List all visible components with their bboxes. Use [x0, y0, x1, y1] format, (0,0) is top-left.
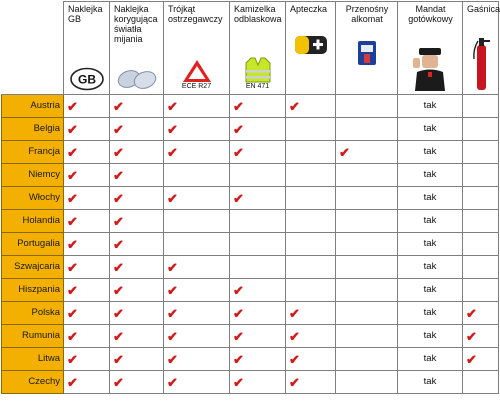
- requirement-cell: [64, 325, 110, 348]
- cash-fine-cell: tak: [398, 118, 463, 141]
- requirement-cell: [230, 371, 286, 394]
- header-warning-triangle: [164, 2, 230, 95]
- fire-extinguisher-icon: [471, 35, 491, 91]
- requirement-cell: [286, 256, 336, 279]
- cash-fine-cell: tak: [398, 141, 463, 164]
- requirement-cell: [463, 233, 499, 256]
- checkmark-icon: ✔: [67, 121, 78, 137]
- requirement-cell: [286, 210, 336, 233]
- requirement-cell: [286, 371, 336, 394]
- reflective-vest-icon: [243, 57, 273, 83]
- requirement-cell: [286, 95, 336, 118]
- requirement-cell: [164, 95, 230, 118]
- checkmark-icon: ✔: [233, 328, 244, 344]
- checkmark-icon: ✔: [167, 374, 178, 390]
- cash-fine-cell: tak: [398, 279, 463, 302]
- requirement-cell: [110, 371, 164, 394]
- requirement-cell: [230, 233, 286, 256]
- requirement-cell: [64, 141, 110, 164]
- requirement-cell: [463, 371, 499, 394]
- gb-sticker-icon: [69, 67, 105, 91]
- requirement-cell: [164, 141, 230, 164]
- header-label: Naklejka GB: [68, 4, 103, 24]
- requirement-cell: [110, 141, 164, 164]
- checkmark-icon: ✔: [233, 121, 244, 137]
- checkmark-icon: ✔: [67, 328, 78, 344]
- checkmark-icon: ✔: [113, 351, 124, 367]
- header-label: Kamizelka odblaskowa: [234, 4, 282, 24]
- header-cash-fine: [398, 2, 463, 95]
- country-cell: Litwa: [2, 348, 64, 371]
- country-cell: Francja: [2, 141, 64, 164]
- requirement-cell: [230, 164, 286, 187]
- requirement-cell: [164, 164, 230, 187]
- country-cell: Hiszpania: [2, 279, 64, 302]
- requirement-cell: [230, 256, 286, 279]
- checkmark-icon: ✔: [289, 374, 300, 390]
- checkmark-icon: ✔: [113, 282, 124, 298]
- cash-fine-cell: tak: [398, 233, 463, 256]
- requirement-cell: [286, 279, 336, 302]
- checkmark-icon: ✔: [67, 167, 78, 183]
- requirement-cell: [64, 118, 110, 141]
- cash-fine-cell: tak: [398, 256, 463, 279]
- requirement-cell: [64, 279, 110, 302]
- checkmark-icon: ✔: [67, 98, 78, 114]
- checkmark-icon: ✔: [67, 190, 78, 206]
- requirement-cell: [164, 210, 230, 233]
- header-gb-sticker: [64, 2, 110, 95]
- requirement-cell: [286, 141, 336, 164]
- requirement-cell: [463, 279, 499, 302]
- checkmark-icon: ✔: [113, 328, 124, 344]
- requirement-cell: [336, 256, 398, 279]
- table-row: [2, 256, 499, 279]
- checkmark-icon: ✔: [67, 144, 78, 160]
- cash-fine-cell: tak: [398, 325, 463, 348]
- requirement-cell: [463, 95, 499, 118]
- table-row: [2, 302, 499, 325]
- table-row: [2, 348, 499, 371]
- checkmark-icon: ✔: [466, 351, 477, 367]
- vest-standard: EN 471: [245, 83, 270, 90]
- requirement-cell: [463, 325, 499, 348]
- checkmark-icon: ✔: [466, 328, 477, 344]
- police-officer-icon: [413, 47, 447, 91]
- requirement-cell: [110, 95, 164, 118]
- requirement-cell: [336, 302, 398, 325]
- requirement-cell: [64, 371, 110, 394]
- requirement-cell: [336, 164, 398, 187]
- checkmark-icon: ✔: [67, 213, 78, 229]
- requirement-cell: [110, 325, 164, 348]
- requirement-cell: [110, 348, 164, 371]
- country-cell: Austria: [2, 95, 64, 118]
- requirement-cell: [164, 256, 230, 279]
- requirement-cell: [230, 210, 286, 233]
- requirement-cell: [64, 210, 110, 233]
- cash-fine-cell: tak: [398, 164, 463, 187]
- requirement-cell: [164, 325, 230, 348]
- requirement-cell: [230, 118, 286, 141]
- checkmark-icon: ✔: [167, 282, 178, 298]
- table-row: [2, 141, 499, 164]
- checkmark-icon: ✔: [113, 236, 124, 252]
- requirement-cell: [164, 348, 230, 371]
- requirement-cell: [463, 164, 499, 187]
- requirements-table: [1, 1, 499, 394]
- cash-fine-cell: tak: [398, 187, 463, 210]
- requirement-cell: [110, 210, 164, 233]
- requirement-cell: [463, 118, 499, 141]
- requirement-cell: [286, 302, 336, 325]
- checkmark-icon: ✔: [113, 305, 124, 321]
- checkmark-icon: ✔: [167, 190, 178, 206]
- requirement-cell: [336, 279, 398, 302]
- requirement-cell: [64, 256, 110, 279]
- table-row: [2, 210, 499, 233]
- table-row: [2, 95, 499, 118]
- requirement-cell: [336, 141, 398, 164]
- requirement-cell: [110, 233, 164, 256]
- requirement-cell: [64, 187, 110, 210]
- requirement-cell: [164, 371, 230, 394]
- requirement-cell: [110, 118, 164, 141]
- country-cell: Holandia: [2, 210, 64, 233]
- requirement-cell: [286, 348, 336, 371]
- requirement-cell: [230, 348, 286, 371]
- checkmark-icon: ✔: [289, 328, 300, 344]
- checkmark-icon: ✔: [289, 351, 300, 367]
- requirement-cell: [286, 164, 336, 187]
- header-first-aid-kit: [286, 2, 336, 95]
- requirement-cell: [230, 141, 286, 164]
- cash-fine-cell: tak: [398, 302, 463, 325]
- requirement-cell: [336, 210, 398, 233]
- checkmark-icon: ✔: [167, 351, 178, 367]
- requirement-cell: [110, 279, 164, 302]
- requirement-cell: [164, 302, 230, 325]
- breathalyzer-icon: [354, 40, 380, 66]
- requirement-cell: [463, 302, 499, 325]
- header-label: Przenośny alkomat: [345, 4, 389, 24]
- checkmark-icon: ✔: [113, 190, 124, 206]
- checkmark-icon: ✔: [167, 259, 178, 275]
- checkmark-icon: ✔: [167, 121, 178, 137]
- requirement-cell: [110, 187, 164, 210]
- requirement-cell: [110, 256, 164, 279]
- header-breathalyzer: [336, 2, 398, 95]
- checkmark-icon: ✔: [233, 98, 244, 114]
- checkmark-icon: ✔: [233, 144, 244, 160]
- checkmark-icon: ✔: [233, 351, 244, 367]
- table-row: [2, 279, 499, 302]
- requirement-cell: [286, 118, 336, 141]
- country-cell: Niemcy: [2, 164, 64, 187]
- requirement-cell: [64, 95, 110, 118]
- country-cell: Portugalia: [2, 233, 64, 256]
- header-fire-extinguisher: [463, 2, 499, 95]
- checkmark-icon: ✔: [67, 259, 78, 275]
- requirement-cell: [463, 210, 499, 233]
- requirement-cell: [110, 302, 164, 325]
- requirement-cell: [336, 187, 398, 210]
- requirement-cell: [230, 325, 286, 348]
- checkmark-icon: ✔: [113, 167, 124, 183]
- table-row: [2, 325, 499, 348]
- table-body: [2, 95, 499, 394]
- cash-fine-cell: tak: [398, 210, 463, 233]
- header-beam-deflector: [110, 2, 164, 95]
- requirement-cell: [286, 325, 336, 348]
- requirement-cell: [230, 187, 286, 210]
- requirement-cell: [336, 325, 398, 348]
- requirement-cell: [463, 256, 499, 279]
- requirement-cell: [286, 187, 336, 210]
- table-row: [2, 164, 499, 187]
- requirement-cell: [230, 302, 286, 325]
- country-cell: Szwajcaria: [2, 256, 64, 279]
- checkmark-icon: ✔: [67, 236, 78, 252]
- header-label: Trójkąt ostrzegawczy: [168, 4, 223, 24]
- requirement-cell: [336, 371, 398, 394]
- country-cell: Włochy: [2, 187, 64, 210]
- header-label: Naklejka korygująca światła mijania: [114, 4, 158, 44]
- header-row: [2, 2, 499, 95]
- checkmark-icon: ✔: [233, 374, 244, 390]
- country-cell: Belgia: [2, 118, 64, 141]
- country-cell: Rumunia: [2, 325, 64, 348]
- requirement-cell: [230, 279, 286, 302]
- requirement-cell: [110, 164, 164, 187]
- checkmark-icon: ✔: [113, 98, 124, 114]
- requirement-cell: [463, 187, 499, 210]
- table-row: [2, 371, 499, 394]
- checkmark-icon: ✔: [233, 282, 244, 298]
- checkmark-icon: ✔: [113, 374, 124, 390]
- checkmark-icon: ✔: [167, 305, 178, 321]
- headlight-deflector-icon: [115, 67, 159, 91]
- requirement-cell: [164, 279, 230, 302]
- requirement-cell: [164, 118, 230, 141]
- checkmark-icon: ✔: [233, 305, 244, 321]
- checkmark-icon: ✔: [67, 282, 78, 298]
- checkmark-icon: ✔: [67, 374, 78, 390]
- cash-fine-cell: tak: [398, 371, 463, 394]
- cash-fine-cell: tak: [398, 348, 463, 371]
- warning-triangle-icon: [182, 59, 212, 83]
- gb-sticker-text: GB: [77, 72, 96, 87]
- first-aid-kit-icon: [294, 34, 328, 56]
- checkmark-icon: ✔: [113, 213, 124, 229]
- requirement-cell: [64, 164, 110, 187]
- table-row: [2, 233, 499, 256]
- checkmark-icon: ✔: [167, 98, 178, 114]
- header-label: Gaśnica: [467, 4, 500, 14]
- requirement-cell: [463, 348, 499, 371]
- requirement-cell: [164, 187, 230, 210]
- requirement-cell: [64, 348, 110, 371]
- checkmark-icon: ✔: [113, 259, 124, 275]
- table-row: [2, 118, 499, 141]
- checkmark-icon: ✔: [67, 351, 78, 367]
- header-label: Mandat gotówkowy: [408, 4, 453, 24]
- requirement-cell: [463, 141, 499, 164]
- header-reflective-vest: [230, 2, 286, 95]
- checkmark-icon: ✔: [466, 305, 477, 321]
- checkmark-icon: ✔: [339, 144, 350, 160]
- country-cell: Czechy: [2, 371, 64, 394]
- checkmark-icon: ✔: [113, 144, 124, 160]
- checkmark-icon: ✔: [233, 190, 244, 206]
- requirement-cell: [336, 348, 398, 371]
- corner-cell: [2, 2, 64, 95]
- checkmark-icon: ✔: [167, 328, 178, 344]
- triangle-standard: ECE R27: [181, 83, 212, 90]
- header-label: Apteczka: [290, 4, 328, 14]
- checkmark-icon: ✔: [289, 305, 300, 321]
- checkmark-icon: ✔: [113, 121, 124, 137]
- requirement-cell: [336, 233, 398, 256]
- country-cell: Polska: [2, 302, 64, 325]
- requirement-cell: [336, 118, 398, 141]
- table-row: [2, 187, 499, 210]
- checkmark-icon: ✔: [167, 144, 178, 160]
- requirement-cell: [64, 233, 110, 256]
- checkmark-icon: ✔: [67, 305, 78, 321]
- cash-fine-cell: tak: [398, 95, 463, 118]
- requirement-cell: [64, 302, 110, 325]
- requirement-cell: [286, 233, 336, 256]
- requirement-cell: [336, 95, 398, 118]
- requirement-cell: [164, 233, 230, 256]
- checkmark-icon: ✔: [289, 98, 300, 114]
- requirement-cell: [230, 95, 286, 118]
